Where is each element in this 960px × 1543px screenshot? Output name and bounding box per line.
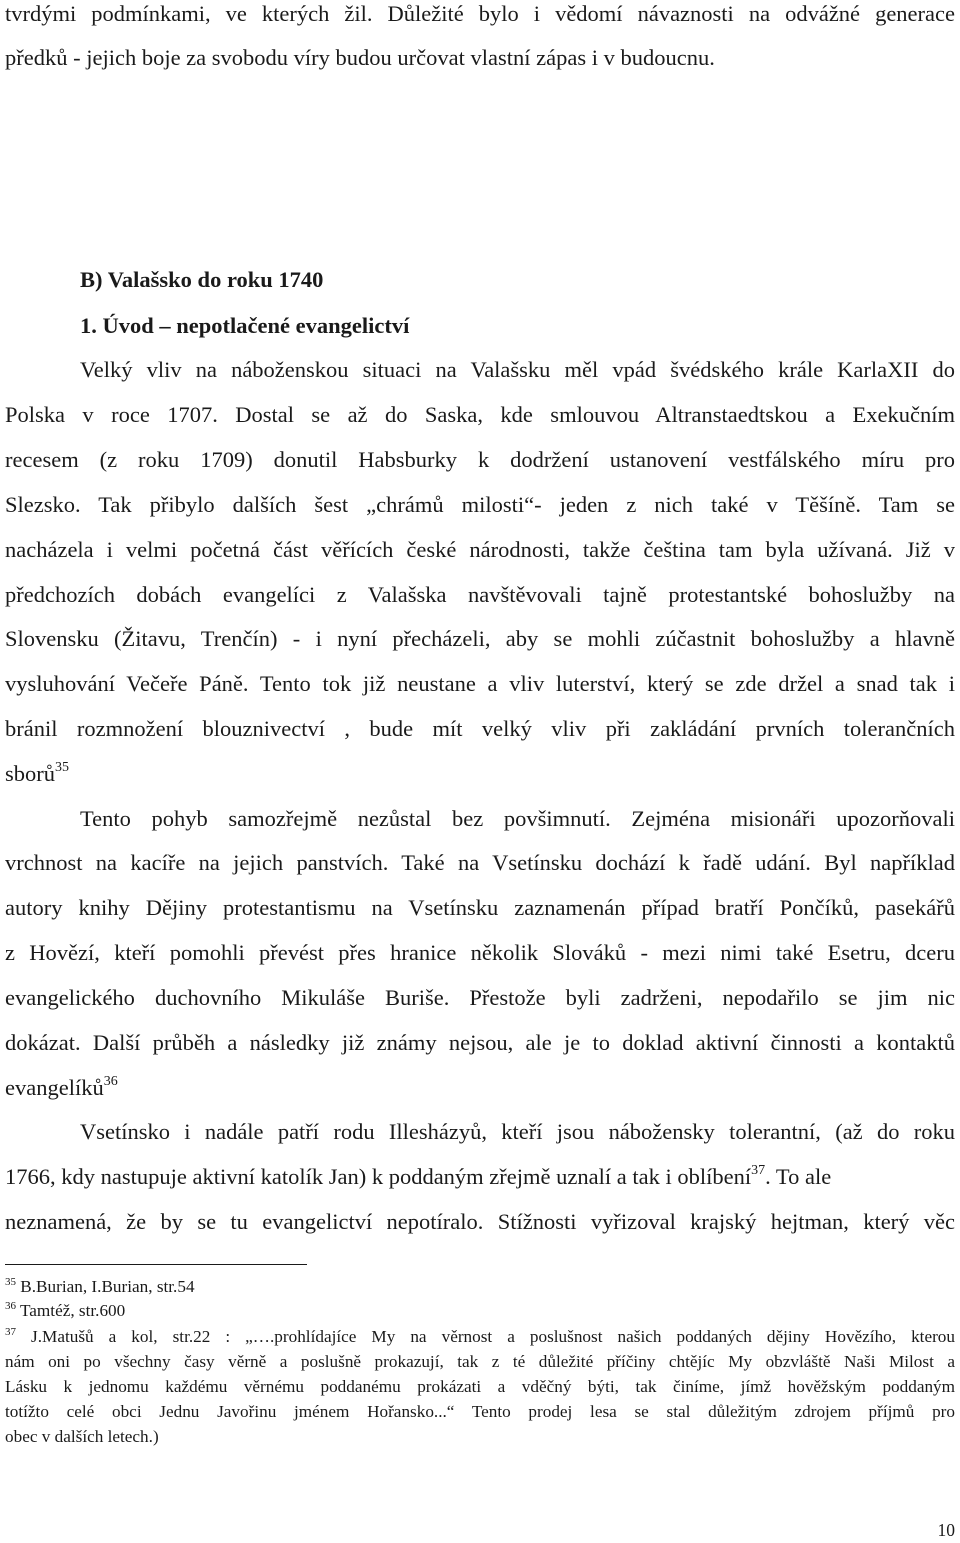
body-line: neznamená, že by se tu evangelictví nepotíralo. Stížnosti vyřizoval krajský hejtman, který věc — [5, 1209, 955, 1234]
body-line: Slezsko. Tak přibylo dalších šest „chrámů milosti“- jeden z nich také v Těšíně. Tam se — [5, 492, 955, 517]
body-line: autory knihy Dějiny protestantismu na Vsetínsku zaznamenán případ bratří Pončíků, pasekářů — [5, 895, 955, 920]
footnote-line: obec v dalších letech.) — [5, 1427, 159, 1446]
body-line: Tento pohyb samozřejmě nezůstal bez povšimnutí. Zejména misionáři upozorňovali — [80, 806, 955, 831]
footnote-35 — [5, 1275, 955, 1299]
body-line — [5, 1074, 960, 1102]
subsection-title: 1. Úvod – nepotlačené evangelictví — [80, 313, 410, 338]
body-line: vrchnost na kacíře na jejich panstvích. Také na Vsetínsku dochází k řadě udání. Byl například — [5, 850, 955, 875]
footnote-text: J.Matušů a kol, str.22 : „….prohlídajíce My na věrnost a poslušnost našich poddaných dějiny Hovězího, kterou — [31, 1327, 955, 1346]
footnote-ref: 35 — [55, 760, 69, 775]
footnote-ref: 36 — [103, 1074, 118, 1089]
footnote-line: Lásku k jednomu každému věrnému poddanému prokázati a vděčný býti, tak činíme, jímž hověžským poddaným — [5, 1377, 955, 1396]
body-line: předků - jejich boje za svobodu víry budou určovat vlastní zápas i v budoucnu. — [5, 45, 715, 70]
body-line: nacházela i velmi početná část věřících české národnosti, takže čeština tam byla užívaná. Již v — [5, 537, 955, 562]
body-line: předchozích dobách evangelíci z Valašska navštěvovali tajně protestantské bohoslužby na — [5, 582, 955, 607]
footnote-36 — [5, 1299, 955, 1323]
footnote-number: 37 — [5, 1326, 16, 1338]
body-line: dokázat. Další průběh a následky již známy nejsou, ale je to doklad aktivní činnosti a kontaktů — [5, 1030, 955, 1055]
footnote-37 — [5, 1325, 955, 1349]
body-line — [5, 1163, 960, 1191]
body-line: z Hovězí, kteří pomohli převést přes hranice několik Slováků - mezi nimi také Esetru, dceru — [5, 940, 955, 965]
body-text: . To ale — [765, 1164, 832, 1189]
body-line: bránil rozmnožení blouznivectví , bude mít velký vliv při zakládání prvních tolerančních — [5, 716, 955, 741]
body-line: evangelického duchovního Mikuláše Buriše. Přestože byli zadrženi, nepodařilo se jim nic — [5, 985, 955, 1010]
footnote-number: 36 — [5, 1300, 16, 1312]
body-line — [5, 760, 960, 788]
body-line: vysluhování Večeře Páně. Tento tok již neustane a vliv luterství, který se zde držel a snad tak i — [5, 671, 955, 696]
body-line: Slovensku (Žitavu, Trenčín) - i nyní přecházeli, aby se mohli zúčastnit bohoslužby a hlavně — [5, 626, 955, 651]
footnote-separator — [5, 1264, 307, 1265]
body-text: 1766, kdy nastupuje aktivní katolík Jan) k poddaným zřejmě uznalí a tak i oblíbení — [5, 1164, 752, 1189]
body-line: recesem (z roku 1709) donutil Habsburky k dodržení ustanovení vestfálského míru pro — [5, 447, 955, 472]
body-line: Velký vliv na náboženskou situaci na Valašsku měl vpád švédského krále KarlaXII do — [80, 357, 955, 382]
footnote-text: B.Burian, I.Burian, str.54 — [20, 1277, 195, 1296]
footnote-line: nám oni po všechny časy věrně a poslušně prokazují, tak z té důležité příčiny chtějíc My obzvláště Naši Milost a — [5, 1352, 955, 1371]
footnote-number: 35 — [5, 1276, 16, 1288]
footnote-ref: 37 — [751, 1163, 766, 1178]
page-number: 10 — [937, 1520, 955, 1540]
footnote-line: totížto celé obci Jednu Javořinu jménem Hořansko...“ Tento prodej lesa se stal důležitým zdrojem příjmů pro — [5, 1402, 955, 1421]
body-line: tvrdými podmínkami, ve kterých žil. Důležité bylo i vědomí návaznosti na odvážné generace — [5, 1, 955, 26]
body-line: Vsetínsko i nadále patří rodu Illesházyů, kteří jsou nábožensky tolerantní, (až do roku — [80, 1119, 955, 1144]
body-text: evangelíků — [5, 1075, 104, 1100]
section-title: B) Valašsko do roku 1740 — [80, 267, 324, 292]
body-line: Polska v roce 1707. Dostal se až do Saska, kde smlouvou Altranstaedtskou a Exekučním — [5, 402, 955, 427]
footnote-text: Tamtéž, str.600 — [20, 1301, 126, 1320]
body-text: sborů — [5, 761, 55, 786]
